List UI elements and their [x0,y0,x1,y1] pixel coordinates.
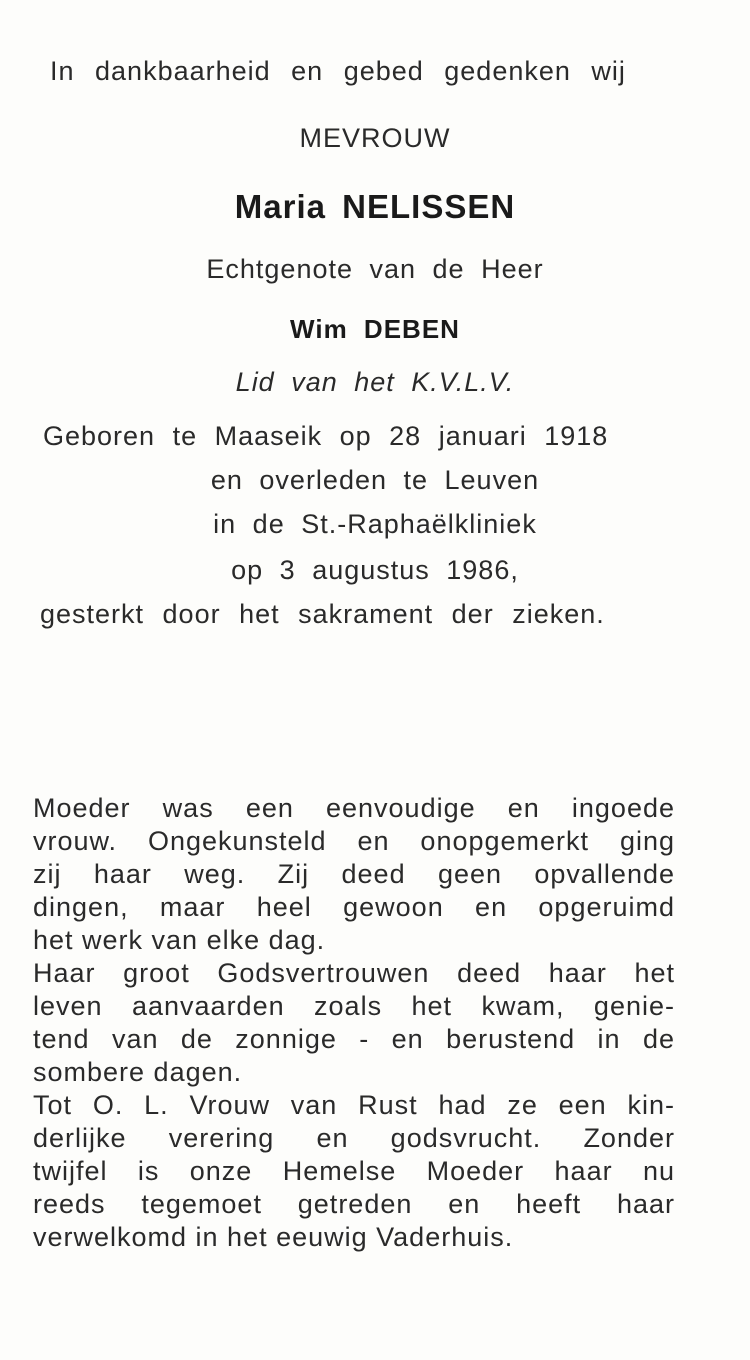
spouse-label: Echtgenote van de Heer [206,254,544,284]
spouse-name: Wim DEBEN [290,314,460,344]
eulogy-line: zij haar weg. Zij deed geen opvallende [33,859,675,889]
eulogy-line: Moeder was een eenvoudige en ingoede [33,793,675,823]
eulogy-line: tend van de zonnige - en berustend in de [33,1024,675,1054]
eulogy-line: sombere dagen. [33,1057,243,1087]
sacrament-line: gesterkt door het sakrament der zieken. [40,599,605,629]
eulogy-line: het werk van elke dag. [33,925,326,955]
eulogy-text [33,792,675,1254]
eulogy-line: dingen, maar heel gewoon en opgeruimd [33,892,675,922]
place-line: in de St.-Raphaëlkliniek [213,509,537,539]
eulogy-line: reeds tegemoet getreden en heeft haar [33,1189,675,1219]
eulogy-line: verwelkomd in het eeuwig Vaderhuis. [33,1222,514,1252]
date-line: op 3 augustus 1986, [231,555,519,585]
eulogy-line: vrouw. Ongekunsteld en onopgemerkt ging [33,826,675,856]
death-line: en overleden te Leuven [210,465,540,495]
membership-line: Lid van het K.V.L.V. [235,367,515,397]
birth-line: Geboren te Maaseik op 28 januari 1918 [43,421,609,451]
intro-line: In dankbaarheid en gebed gedenken wij [50,56,626,86]
deceased-name: Maria NELISSEN [234,188,516,225]
title-mevrouw: MEVROUW [299,123,451,153]
eulogy-line: Haar groot Godsvertrouwen deed haar het [33,958,675,988]
eulogy-line: derlijke verering en godsvrucht. Zonder [33,1123,675,1153]
eulogy-line: leven aanvaarden zoals het kwam, genie- [33,991,675,1021]
eulogy-line: twijfel is onze Hemelse Moeder haar nu [33,1156,675,1186]
eulogy-line: Tot O. L. Vrouw van Rust had ze een kin- [33,1090,675,1120]
